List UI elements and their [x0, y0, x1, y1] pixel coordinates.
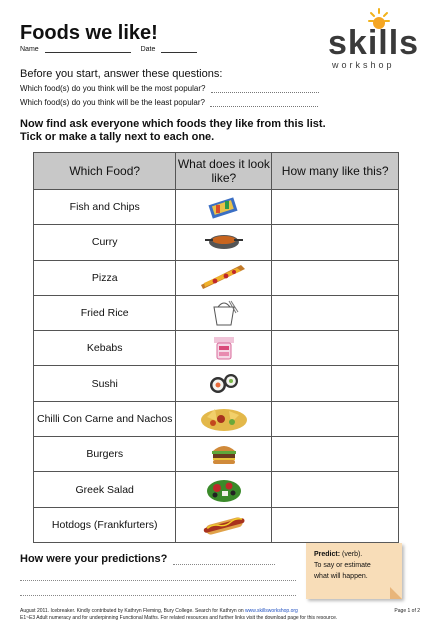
pizza-slice-icon — [176, 260, 272, 295]
table-row — [34, 331, 399, 366]
question-most-popular-text: Which food(s) do you think will be the most popular? — [20, 84, 206, 93]
skills-workshop-logo — [324, 8, 424, 68]
name-label: Name — [20, 46, 39, 53]
tally-cell[interactable] — [272, 331, 399, 366]
note-line-2: To say or estimate — [314, 562, 371, 569]
note-term: Predict: — [314, 551, 341, 558]
instruction-line-2: Tick or make a tally next to each one. — [20, 131, 215, 143]
name-field[interactable] — [45, 52, 131, 53]
note-line-3: what will happen. — [314, 573, 368, 580]
tally-cell[interactable] — [272, 260, 399, 295]
predictions-answer-line[interactable] — [20, 580, 296, 581]
table-row — [34, 190, 399, 225]
food-name: Greek Salad — [34, 472, 176, 507]
question-least-popular-text: Which food(s) do you think will be the least popular? — [20, 98, 205, 107]
instruction-line-1: Now find ask everyone which foods they like from this list. — [20, 118, 326, 130]
footer-line-1 — [20, 608, 420, 615]
name-date-line — [20, 46, 197, 53]
table-row — [34, 295, 399, 330]
questions-intro: Before you start, answer these questions: — [20, 68, 223, 80]
question-most-popular — [20, 84, 319, 93]
food-survey-table — [33, 152, 399, 543]
fish-and-chips-icon — [176, 190, 272, 225]
predictions-answer-line[interactable] — [173, 564, 275, 565]
instructions — [20, 118, 326, 144]
footer-line-2: E1~E3 Adult numeracy and for underpinning Functional Maths. For related resources and further links visit the download page for this resource. — [20, 615, 338, 621]
table-row — [34, 225, 399, 260]
predictions-answer-line[interactable] — [20, 595, 296, 596]
sushi-icon — [176, 366, 272, 401]
food-name: Pizza — [34, 260, 176, 295]
footer — [20, 608, 420, 622]
note-part-of-speech: (verb). — [342, 551, 363, 558]
tally-cell[interactable] — [272, 401, 399, 436]
tally-cell[interactable] — [272, 225, 399, 260]
table-header-row — [34, 153, 399, 190]
salad-icon — [176, 472, 272, 507]
footer-link[interactable]: www.skillsworkshop.org — [245, 608, 298, 614]
logo-subtitle: workshop — [332, 60, 395, 70]
definition-sticky-note — [306, 543, 402, 599]
tally-cell[interactable] — [272, 366, 399, 401]
page-number: Page 1 of 2 — [394, 608, 420, 614]
note-line-1 — [314, 549, 402, 560]
table-row — [34, 401, 399, 436]
table-row — [34, 366, 399, 401]
question-least-popular — [20, 98, 318, 107]
food-name: Fish and Chips — [34, 190, 176, 225]
predictions-label: How were your predictions? — [20, 553, 168, 565]
food-name: Curry — [34, 225, 176, 260]
table-row — [34, 437, 399, 472]
food-name: Sushi — [34, 366, 176, 401]
food-name: Fried Rice — [34, 295, 176, 330]
curry-icon — [176, 225, 272, 260]
hotdog-icon — [176, 507, 272, 542]
food-name: Chilli Con Carne and Nachos — [34, 401, 176, 436]
footer-credit: August 2011. Icebreaker. Kindly contributed by Kathryn Fleming, Bury College. Search for Kathryn on — [20, 608, 244, 614]
tally-cell[interactable] — [272, 190, 399, 225]
header-which-food: Which Food? — [34, 153, 176, 190]
food-name: Hotdogs (Frankfurters) — [34, 507, 176, 542]
food-name: Kebabs — [34, 331, 176, 366]
fried-rice-box-icon — [176, 295, 272, 330]
tally-cell[interactable] — [272, 507, 399, 542]
logo-word: skills — [328, 24, 420, 62]
answer-most-popular-line[interactable] — [211, 92, 319, 93]
table-row — [34, 472, 399, 507]
page-title: Foods we like! — [20, 22, 158, 44]
predictions-question — [20, 553, 275, 565]
date-label: Date — [140, 46, 156, 53]
tally-cell[interactable] — [272, 472, 399, 507]
tally-cell[interactable] — [272, 437, 399, 472]
answer-least-popular-line[interactable] — [210, 106, 318, 107]
nachos-icon — [176, 401, 272, 436]
page-fold-icon — [390, 587, 402, 599]
header-look-like: What does it look like? — [176, 153, 272, 190]
date-field[interactable] — [161, 52, 197, 53]
table-row — [34, 507, 399, 542]
burger-icon — [176, 437, 272, 472]
tally-cell[interactable] — [272, 295, 399, 330]
table-row — [34, 260, 399, 295]
header-how-many: How many like this? — [272, 153, 399, 190]
food-name: Burgers — [34, 437, 176, 472]
kebab-icon — [176, 331, 272, 366]
